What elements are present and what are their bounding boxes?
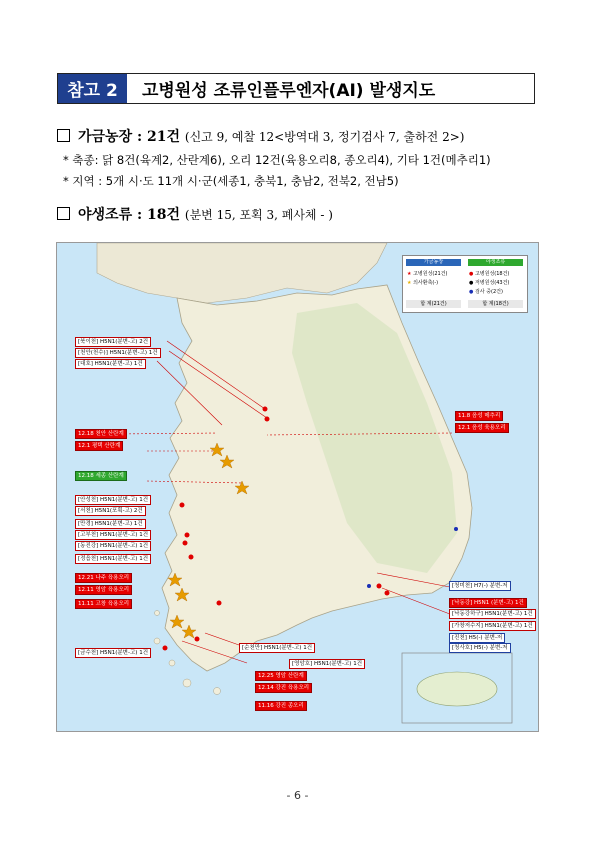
map-label: 12.1 평택 산란계 — [75, 441, 123, 451]
reference-badge: 참고 2 — [58, 74, 130, 103]
map-label: [영암호] H5N1(분변-고) 1건 — [289, 659, 365, 669]
star-icon: ★ — [407, 271, 412, 277]
map-label: [대호] H5N1(분변-고) 1건 — [75, 359, 146, 369]
legend-farm-item: ★ 고병원성(21건) — [407, 271, 448, 277]
page-title: 고병원성 조류인플루엔자(AI) 발생지도 — [142, 81, 436, 101]
legend-farm-total: 합 계(21건) — [406, 300, 461, 308]
poultry-section-heading — [57, 126, 464, 146]
poultry-species: * 축종: 닭 8건(육계2, 산란계6), 오리 12건(육용오리8, 종오리4), 기타 1건(메추리1) — [63, 153, 491, 167]
map-label: 12.11 영암 육용오리 — [75, 585, 132, 595]
checkbox-icon — [57, 129, 70, 142]
map-label: [북이천] H5N1(분변-고) 2건 — [75, 337, 151, 347]
page-number: - 6 - — [286, 789, 309, 802]
legend-wild-title: 야생조류 — [468, 259, 523, 266]
poultry-region: * 지역 : 5개 시·도 11개 시·군(세종1, 충북1, 충남2, 전북2, 전남5) — [63, 174, 399, 188]
map-label: [서천] H5N1(포획-고) 2건 — [75, 506, 146, 516]
map-label: [낙동강] H5N1 (분변-고) 1건 — [449, 598, 527, 608]
map-label: [금수천] H5N1(분변-고) 1건 — [75, 648, 151, 658]
dot-icon: ● — [469, 280, 474, 286]
map-label: [고부천] H5N1(분변-고) 1건 — [75, 530, 151, 540]
map-label: [가창저수지] H5N1(분변-고) 1건 — [449, 621, 536, 631]
map-legend — [402, 255, 528, 313]
reference-header — [57, 73, 535, 104]
map-label: [안성천] H5N1(분변-고) 1건 — [75, 495, 151, 505]
map-label: 12.21 나주 육용오리 — [75, 573, 132, 583]
map-label: [정읍천] H5N1(분변-고) 1건 — [75, 554, 151, 564]
map-label: 12.25 영암 산란계 — [255, 671, 307, 681]
wild-heading: 야생조류 : 18건 — [78, 207, 181, 223]
legend-farm-item: ★ 의사환축(-) — [407, 280, 439, 286]
legend-wild-item: ● 저병원성(43건) — [469, 280, 510, 286]
map-label: [낙동강하구] H5N1(분변-고) 1건 — [449, 609, 536, 619]
dot-icon: ● — [469, 289, 474, 295]
poultry-heading: 가금농장 : 21건 — [78, 129, 181, 145]
legend-farm-title: 가금농장 — [406, 259, 461, 266]
map-label: 12.14 강진 육용오리 — [255, 683, 312, 693]
map-label: [진천] H5(-) 분변-저 — [449, 633, 505, 643]
legend-wild-item: ● 고병원성(18건) — [469, 271, 510, 277]
jeju-island — [417, 672, 497, 706]
checkbox-icon — [57, 207, 70, 220]
map-label: 11.16 강진 종오리 — [255, 701, 307, 711]
poultry-detail: (신고 9, 예찰 12<방역대 3, 정기검사 7, 출하전 2>) — [184, 130, 465, 144]
star-icon: ★ — [407, 280, 412, 286]
map-label: 12.18 세종 산란계 — [75, 471, 127, 481]
map-label: [청사호] H5(-) 분변-저 — [449, 643, 511, 653]
legend-wild-item: ● 검사 중(2건) — [469, 289, 503, 295]
legend-wild-total: 합 계(18건) — [468, 300, 523, 308]
map-label: [만경] H5N1(분변-고) 1건 — [75, 519, 146, 529]
wild-section-heading — [57, 204, 333, 224]
map-label: 12.18 천안 산란계 — [75, 429, 127, 439]
wild-detail: (분변 15, 포획 3, 폐사체 - ) — [184, 208, 333, 222]
map-label: [동진강] H5N1(분변-고) 1건 — [75, 541, 151, 551]
map-label: [천안(천수)] H5N1(분변-고) 1건 — [75, 348, 161, 358]
map-label: [순천만] H5N1(분변-고) 1건 — [239, 643, 315, 653]
outbreak-map — [56, 242, 539, 732]
map-label: 12.1 음성 육용오리 — [455, 423, 509, 433]
map-label: 11.11 고창 육용오리 — [75, 599, 132, 609]
map-label: 11.8 음성 메추리 — [455, 411, 503, 421]
map-label: [청미천] H7(-) 분변-저 — [449, 581, 511, 591]
dot-icon: ● — [469, 271, 474, 277]
